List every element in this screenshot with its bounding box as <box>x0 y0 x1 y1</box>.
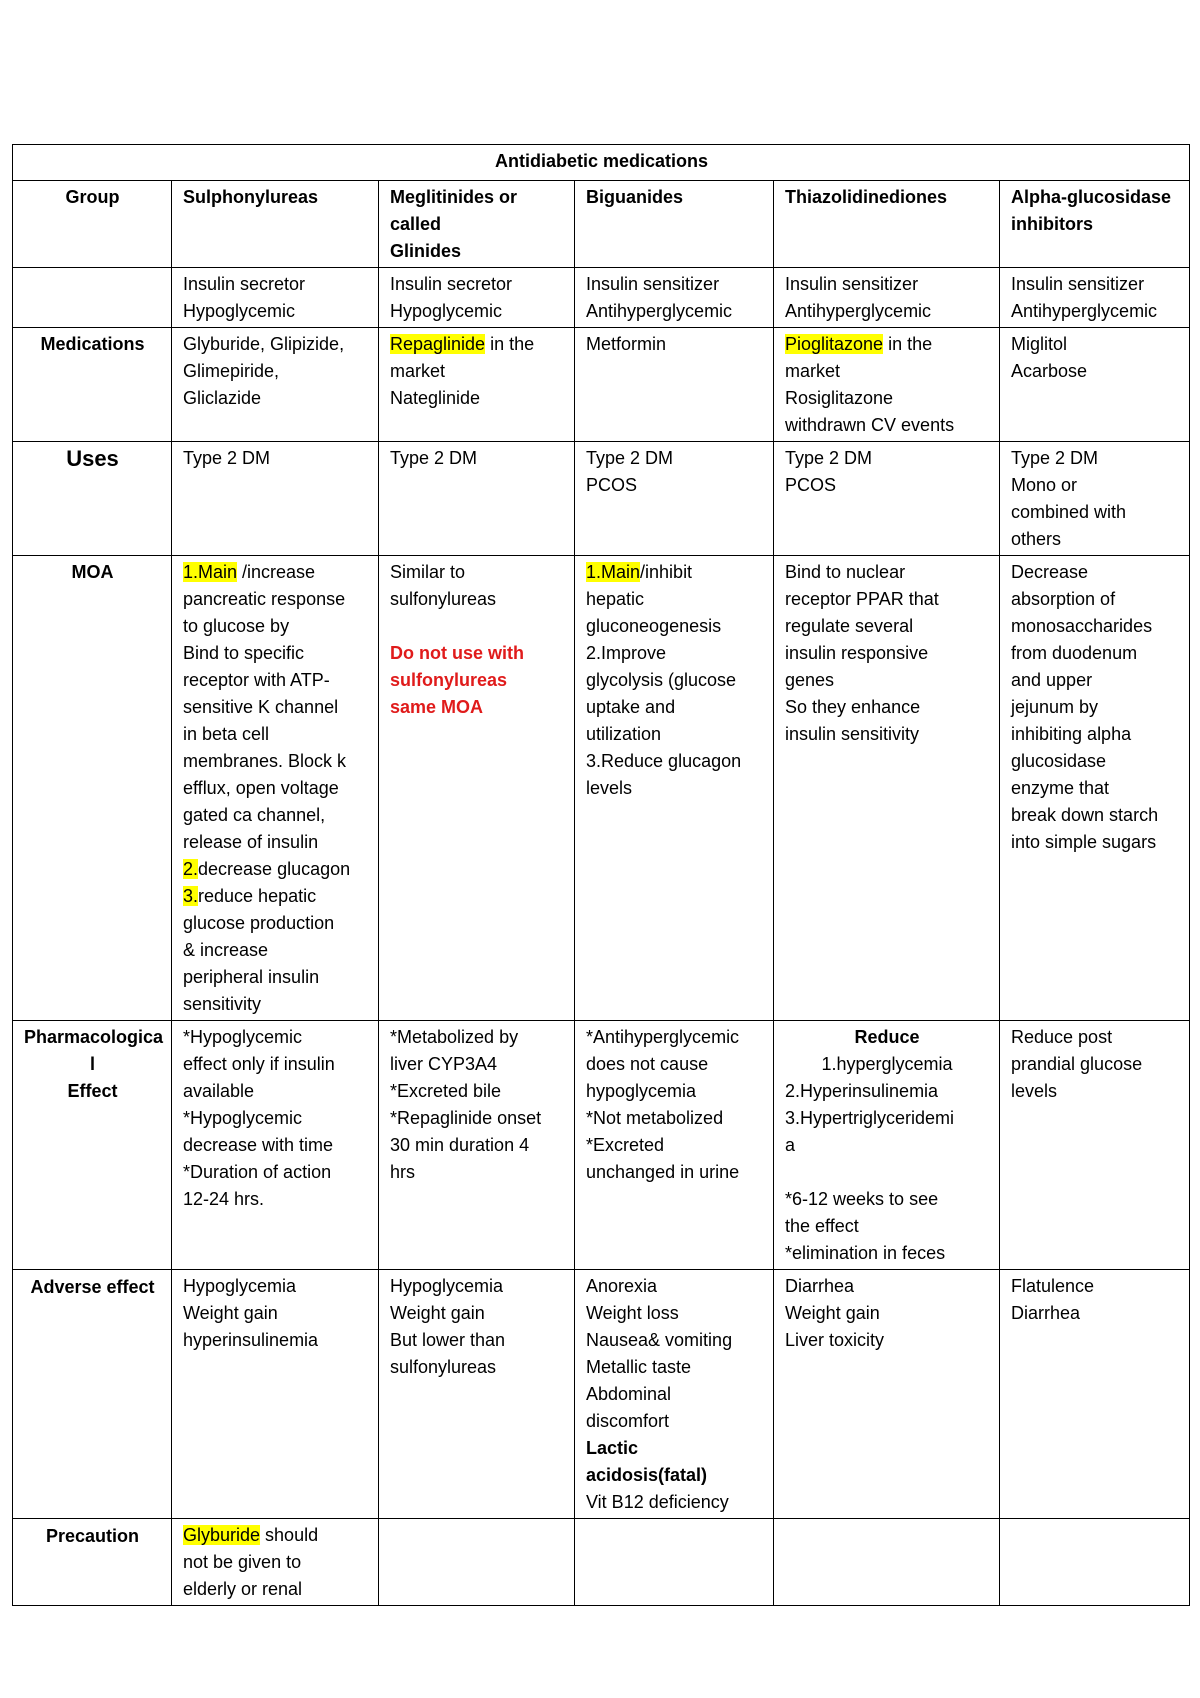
precaution-biguanides <box>575 1519 774 1606</box>
group-sulphonylureas: Sulphonylureas <box>172 181 379 268</box>
moa-meglitinides: Similar to sulfonylureas Do not use with sulfonylureas same MOA <box>379 556 575 1021</box>
medications-biguanides: Metformin <box>575 328 774 442</box>
table-title: Antidiabetic medications <box>13 145 1190 181</box>
adverse-meglitinides: Hypoglycemia Weight gain But lower than sulfonylureas <box>379 1270 575 1519</box>
uses-alpha-glucosidase: Type 2 DM Mono or combined with others <box>1000 442 1190 556</box>
adverse-alpha-glucosidase: Flatulence Diarrhea <box>1000 1270 1190 1519</box>
adverse-biguanides: Anorexia Weight loss Nausea& vomiting Metallic taste Abdominal discomfort Lactic acidosis(fatal) Vit B12 deficiency <box>575 1270 774 1519</box>
row-label-uses: Uses <box>13 442 172 556</box>
highlight-glyburide: Glyburide <box>183 1525 261 1545</box>
row-label-precaution: Precaution <box>13 1519 172 1606</box>
moa-biguanides: 1.Main/inhibit hepatic gluconeogenesis 2.Improve glycolysis (glucose uptake and utilization 3.Reduce glucagon levels <box>575 556 774 1021</box>
adverse-thiazolidinediones: Diarrhea Weight gain Liver toxicity <box>774 1270 1000 1519</box>
pharm-sulphonylureas: *Hypoglycemic effect only if insulin available *Hypoglycemic decrease with time *Duration of action 12-24 hrs. <box>172 1021 379 1270</box>
uses-thiazolidinediones: Type 2 DM PCOS <box>774 442 1000 556</box>
medications-sulphonylureas: Glyburide, Glipizide, Glimepiride, Gliclazide <box>172 328 379 442</box>
class-sulphonylureas: Insulin secretor Hypoglycemic <box>172 268 379 328</box>
adverse-sulphonylureas: Hypoglycemia Weight gain hyperinsulinemia <box>172 1270 379 1519</box>
moa-alpha-glucosidase: Decrease absorption of monosaccharides from duodenum and upper jejunum by inhibiting alpha glucosidase enzyme that break down starch into simple sugars <box>1000 556 1190 1021</box>
medications-alpha-glucosidase: Miglitol Acarbose <box>1000 328 1190 442</box>
row-label-pharmacological-effect: Pharmacologica l Effect <box>13 1021 172 1270</box>
moa-thiazolidinediones: Bind to nuclear receptor PPAR that regulate several insulin responsive genes So they enhance insulin sensitivity <box>774 556 1000 1021</box>
group-biguanides: Biguanides <box>575 181 774 268</box>
moa-sulphonylureas: 1.Main /increase pancreatic response to glucose by Bind to specific receptor with ATP- sensitive K channel in beta cell membranes. Block k efflux, open voltage gated ca channel, release of insulin 2.decrease glucagon 3.reduce hepatic glucose production & increase peripheral insulin sensitivity <box>172 556 379 1021</box>
class-alpha-glucosidase: Insulin sensitizer Antihyperglycemic <box>1000 268 1190 328</box>
pharm-alpha-glucosidase: Reduce post prandial glucose levels <box>1000 1021 1190 1270</box>
antidiabetic-table <box>12 144 1190 1606</box>
precaution-alpha-glucosidase <box>1000 1519 1190 1606</box>
pharm-thiazolidinediones: Reduce 1.hyperglycemia 2.Hyperinsulinemia 3.Hypertriglyceridemi a *6-12 weeks to see the effect *elimination in feces <box>774 1021 1000 1270</box>
pharm-meglitinides: *Metabolized by liver CYP3A4 *Excreted bile *Repaglinide onset 30 min duration 4 hrs <box>379 1021 575 1270</box>
row-label-group: Group <box>13 181 172 268</box>
warning-text: Do not use with <box>390 643 524 663</box>
precaution-meglitinides <box>379 1519 575 1606</box>
group-thiazolidinediones: Thiazolidinediones <box>774 181 1000 268</box>
group-meglitinides: Meglitinides or called Glinides <box>379 181 575 268</box>
class-biguanides: Insulin sensitizer Antihyperglycemic <box>575 268 774 328</box>
precaution-sulphonylureas: Glyburide should not be given to elderly or renal <box>172 1519 379 1606</box>
uses-meglitinides: Type 2 DM <box>379 442 575 556</box>
highlight-pioglitazone: Pioglitazone <box>785 334 884 354</box>
highlight-repaglinide: Repaglinide <box>390 334 486 354</box>
row-label-medications: Medications <box>13 328 172 442</box>
row-label-adverse-effect: Adverse effect <box>13 1270 172 1519</box>
uses-biguanides: Type 2 DM PCOS <box>575 442 774 556</box>
row-label-moa: MOA <box>13 556 172 1021</box>
medications-thiazolidinediones: Pioglitazone in the market Rosiglitazone withdrawn CV events <box>774 328 1000 442</box>
uses-sulphonylureas: Type 2 DM <box>172 442 379 556</box>
class-thiazolidinediones: Insulin sensitizer Antihyperglycemic <box>774 268 1000 328</box>
pharm-biguanides: *Antihyperglycemic does not cause hypoglycemia *Not metabolized *Excreted unchanged in urine <box>575 1021 774 1270</box>
class-meglitinides: Insulin secretor Hypoglycemic <box>379 268 575 328</box>
medications-meglitinides: Repaglinide in the market Nateglinide <box>379 328 575 442</box>
row-label-class <box>13 268 172 328</box>
group-alpha-glucosidase: Alpha-glucosidase inhibitors <box>1000 181 1190 268</box>
precaution-thiazolidinediones <box>774 1519 1000 1606</box>
